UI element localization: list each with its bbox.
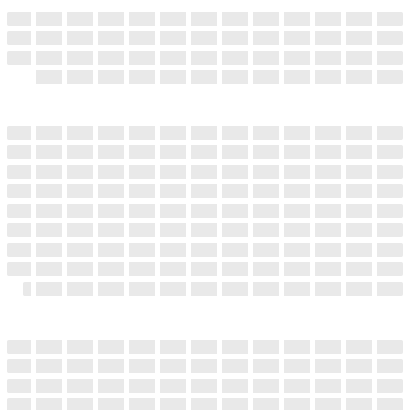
- text-line: [7, 12, 403, 26]
- text-line: [7, 51, 403, 65]
- paragraph-3-line-placeholders: [7, 334, 403, 410]
- text-line: [7, 379, 403, 393]
- article-paragraph-2: [7, 120, 403, 320]
- text-line: [31, 70, 403, 84]
- paragraph-1-line-placeholders: [7, 6, 403, 106]
- text-line: [7, 126, 403, 140]
- text-line: [7, 398, 403, 410]
- article-paragraph-3: [7, 334, 403, 410]
- text-line: [7, 204, 403, 218]
- article-paragraph-1: [7, 6, 403, 106]
- text-line: [7, 145, 403, 159]
- paragraph-2-line-placeholders: [7, 120, 403, 320]
- text-line: [7, 243, 403, 257]
- text-line: [7, 31, 403, 45]
- text-line: [7, 262, 403, 276]
- text-line: [7, 340, 403, 354]
- text-line: [7, 184, 403, 198]
- text-line: [7, 165, 403, 179]
- text-line: [23, 282, 403, 296]
- text-line: [7, 223, 403, 237]
- text-line: [7, 359, 403, 373]
